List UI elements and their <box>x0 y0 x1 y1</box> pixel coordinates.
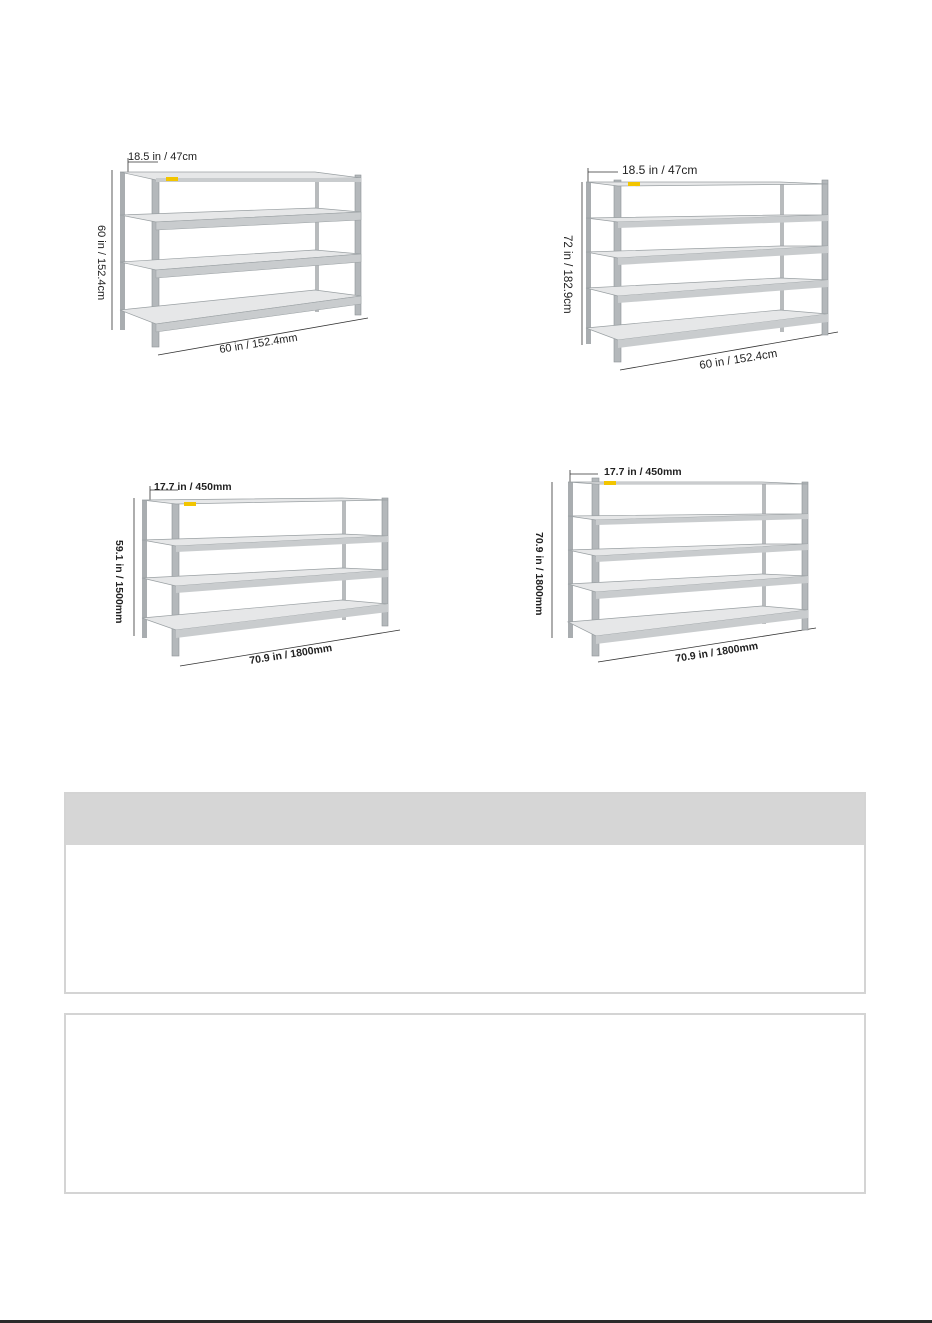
depth-label: 17.7 in / 450mm <box>604 466 682 478</box>
depth-label: 18.5 in / 47cm <box>622 163 698 177</box>
shelf-drawing-4 <box>530 460 830 675</box>
width-label: 60 in / 152.4mm <box>218 331 299 356</box>
height-label: 72 in / 182.9cm <box>561 235 573 314</box>
info-panel-1-header <box>66 794 864 845</box>
width-label: 70.9 in / 1800mm <box>674 640 759 665</box>
shelf-figure-2 <box>560 160 860 380</box>
width-label: 70.9 in / 1800mm <box>248 642 333 667</box>
shelf-figure-3 <box>110 478 410 678</box>
depth-label: 18.5 in / 47cm <box>128 151 198 163</box>
info-panel-2 <box>64 1013 866 1194</box>
shelf-drawing-3 <box>110 478 410 678</box>
height-label: 60 in / 152.4cm <box>95 225 107 301</box>
shelf-figure-1 <box>90 150 380 375</box>
brand-tag-icon <box>166 177 178 181</box>
width-label: 60 in / 152.4cm <box>698 347 779 372</box>
info-panel-1 <box>64 792 866 994</box>
brand-tag-icon <box>628 182 640 186</box>
brand-tag-icon <box>604 481 616 485</box>
shelf-drawing-1 <box>90 150 380 375</box>
shelf-figure-4 <box>530 460 830 675</box>
brand-tag-icon <box>184 502 196 506</box>
depth-label: 17.7 in / 450mm <box>154 481 232 493</box>
height-label: 70.9 in / 1800mm <box>533 532 545 616</box>
shelf-drawing-2 <box>560 160 860 380</box>
height-label: 59.1 in / 1500mm <box>113 540 125 624</box>
